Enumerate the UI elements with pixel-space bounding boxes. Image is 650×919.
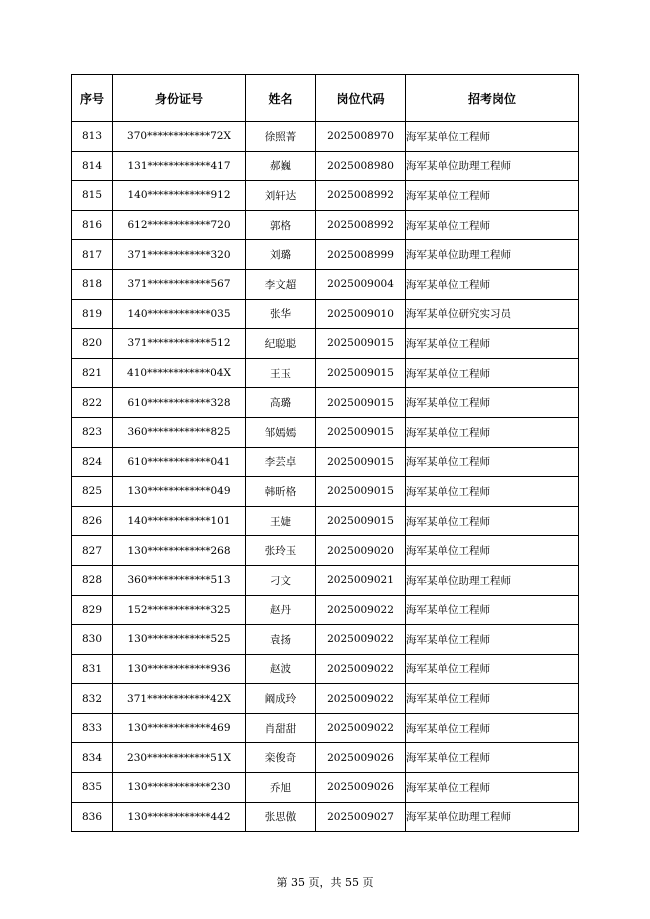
cell-position-code: 2025008992 xyxy=(316,181,406,211)
table-row xyxy=(72,388,579,418)
cell-id-number: 371************320 xyxy=(113,240,246,270)
cell-seq: 833 xyxy=(72,713,113,743)
cell-id-number: 130************469 xyxy=(113,713,246,743)
cell-position-code: 2025009015 xyxy=(316,329,406,359)
cell-position: 海军某单位工程师 xyxy=(406,477,579,507)
cell-id-number: 370************72X xyxy=(113,122,246,152)
cell-name: 王婕 xyxy=(246,506,316,536)
cell-id-number: 130************268 xyxy=(113,536,246,566)
cell-seq: 818 xyxy=(72,269,113,299)
table-row xyxy=(72,299,579,329)
cell-seq: 814 xyxy=(72,151,113,181)
cell-position-code: 2025008999 xyxy=(316,240,406,270)
header-name: 姓名 xyxy=(246,75,316,122)
cell-position-code: 2025009022 xyxy=(316,713,406,743)
table-row xyxy=(72,654,579,684)
cell-seq: 830 xyxy=(72,625,113,655)
cell-name: 徐照菁 xyxy=(246,122,316,152)
cell-position: 海军某单位工程师 xyxy=(406,743,579,773)
cell-id-number: 130************442 xyxy=(113,802,246,832)
table-row xyxy=(72,329,579,359)
cell-name: 邹嫣嫣 xyxy=(246,417,316,447)
cell-seq: 824 xyxy=(72,447,113,477)
header-position: 招考岗位 xyxy=(406,75,579,122)
cell-position: 海军某单位工程师 xyxy=(406,181,579,211)
cell-position-code: 2025009015 xyxy=(316,477,406,507)
table-row xyxy=(72,210,579,240)
cell-position: 海军某单位工程师 xyxy=(406,506,579,536)
cell-id-number: 371************512 xyxy=(113,329,246,359)
header-seq: 序号 xyxy=(72,75,113,122)
cell-seq: 831 xyxy=(72,654,113,684)
cell-name: 刘璐 xyxy=(246,240,316,270)
cell-name: 郝巍 xyxy=(246,151,316,181)
table-row xyxy=(72,743,579,773)
cell-id-number: 140************912 xyxy=(113,181,246,211)
cell-position: 海军某单位工程师 xyxy=(406,773,579,803)
cell-position: 海军某单位工程师 xyxy=(406,358,579,388)
cell-id-number: 230************51X xyxy=(113,743,246,773)
header-id-number: 身份证号 xyxy=(113,75,246,122)
cell-position-code: 2025009027 xyxy=(316,802,406,832)
table-row xyxy=(72,536,579,566)
cell-seq: 815 xyxy=(72,181,113,211)
header-row xyxy=(72,75,579,122)
cell-name: 张玲玉 xyxy=(246,536,316,566)
page-footer: 第 35 页，共 55 页 xyxy=(276,876,374,889)
cell-position: 海军某单位助理工程师 xyxy=(406,565,579,595)
cell-name: 张华 xyxy=(246,299,316,329)
cell-seq: 822 xyxy=(72,388,113,418)
cell-position: 海军某单位工程师 xyxy=(406,536,579,566)
cell-seq: 823 xyxy=(72,417,113,447)
cell-position: 海军某单位工程师 xyxy=(406,447,579,477)
cell-position: 海军某单位工程师 xyxy=(406,210,579,240)
cell-name: 高璐 xyxy=(246,388,316,418)
table-row xyxy=(72,151,579,181)
cell-position-code: 2025009022 xyxy=(316,654,406,684)
cell-position: 海军某单位工程师 xyxy=(406,122,579,152)
cell-name: 郭格 xyxy=(246,210,316,240)
table-row xyxy=(72,447,579,477)
cell-position-code: 2025009022 xyxy=(316,625,406,655)
cell-id-number: 360************825 xyxy=(113,417,246,447)
table-row xyxy=(72,269,579,299)
cell-id-number: 371************42X xyxy=(113,684,246,714)
cell-name: 李文超 xyxy=(246,269,316,299)
cell-id-number: 130************525 xyxy=(113,625,246,655)
cell-id-number: 130************049 xyxy=(113,477,246,507)
cell-name: 乔旭 xyxy=(246,773,316,803)
cell-id-number: 612************720 xyxy=(113,210,246,240)
cell-position-code: 2025009026 xyxy=(316,773,406,803)
cell-seq: 826 xyxy=(72,506,113,536)
cell-position-code: 2025009015 xyxy=(316,358,406,388)
cell-position-code: 2025009020 xyxy=(316,536,406,566)
table-row xyxy=(72,802,579,832)
cell-position: 海军某单位工程师 xyxy=(406,654,579,684)
cell-id-number: 410************04X xyxy=(113,358,246,388)
table-row xyxy=(72,181,579,211)
cell-position-code: 2025009004 xyxy=(316,269,406,299)
cell-position-code: 2025008992 xyxy=(316,210,406,240)
cell-position-code: 2025008980 xyxy=(316,151,406,181)
cell-position: 海军某单位工程师 xyxy=(406,269,579,299)
cell-id-number: 130************936 xyxy=(113,654,246,684)
cell-seq: 836 xyxy=(72,802,113,832)
table-row xyxy=(72,773,579,803)
cell-seq: 820 xyxy=(72,329,113,359)
cell-position-code: 2025009010 xyxy=(316,299,406,329)
cell-position: 海军某单位工程师 xyxy=(406,625,579,655)
cell-name: 赵丹 xyxy=(246,595,316,625)
cell-seq: 825 xyxy=(72,477,113,507)
cell-position: 海军某单位工程师 xyxy=(406,388,579,418)
cell-name: 肖甜甜 xyxy=(246,713,316,743)
table-row xyxy=(72,684,579,714)
cell-id-number: 152************325 xyxy=(113,595,246,625)
cell-position: 海军某单位研究实习员 xyxy=(406,299,579,329)
cell-id-number: 130************230 xyxy=(113,773,246,803)
cell-name: 刘轩达 xyxy=(246,181,316,211)
cell-seq: 828 xyxy=(72,565,113,595)
table-row xyxy=(72,506,579,536)
cell-name: 袁扬 xyxy=(246,625,316,655)
cell-name: 纪聪聪 xyxy=(246,329,316,359)
cell-position-code: 2025009015 xyxy=(316,447,406,477)
cell-position-code: 2025009015 xyxy=(316,417,406,447)
cell-position-code: 2025009015 xyxy=(316,388,406,418)
cell-name: 赵波 xyxy=(246,654,316,684)
table-row xyxy=(72,625,579,655)
cell-position: 海军某单位工程师 xyxy=(406,595,579,625)
roster-body xyxy=(72,122,579,832)
cell-seq: 829 xyxy=(72,595,113,625)
cell-position-code: 2025009022 xyxy=(316,595,406,625)
table-row xyxy=(72,477,579,507)
cell-name: 王玉 xyxy=(246,358,316,388)
roster-table xyxy=(71,74,579,832)
table-row xyxy=(72,240,579,270)
cell-position-code: 2025009015 xyxy=(316,506,406,536)
cell-id-number: 140************035 xyxy=(113,299,246,329)
cell-position: 海军某单位助理工程师 xyxy=(406,240,579,270)
cell-id-number: 610************041 xyxy=(113,447,246,477)
cell-id-number: 131************417 xyxy=(113,151,246,181)
cell-seq: 817 xyxy=(72,240,113,270)
cell-position: 海军某单位助理工程师 xyxy=(406,802,579,832)
table-row xyxy=(72,713,579,743)
table-row xyxy=(72,358,579,388)
cell-position: 海军某单位助理工程师 xyxy=(406,151,579,181)
cell-position: 海军某单位工程师 xyxy=(406,713,579,743)
table-row xyxy=(72,565,579,595)
cell-name: 李芸卓 xyxy=(246,447,316,477)
cell-name: 刁文 xyxy=(246,565,316,595)
cell-name: 栾俊奇 xyxy=(246,743,316,773)
header-position-code: 岗位代码 xyxy=(316,75,406,122)
cell-position-code: 2025009022 xyxy=(316,684,406,714)
cell-id-number: 360************513 xyxy=(113,565,246,595)
cell-position: 海军某单位工程师 xyxy=(406,329,579,359)
cell-position-code: 2025009021 xyxy=(316,565,406,595)
cell-name: 张思傲 xyxy=(246,802,316,832)
cell-position-code: 2025009026 xyxy=(316,743,406,773)
cell-seq: 821 xyxy=(72,358,113,388)
table-row xyxy=(72,595,579,625)
cell-position: 海军某单位工程师 xyxy=(406,417,579,447)
cell-seq: 832 xyxy=(72,684,113,714)
cell-seq: 827 xyxy=(72,536,113,566)
cell-name: 阚成玲 xyxy=(246,684,316,714)
cell-seq: 835 xyxy=(72,773,113,803)
cell-name: 韩昕格 xyxy=(246,477,316,507)
cell-id-number: 371************567 xyxy=(113,269,246,299)
cell-seq: 813 xyxy=(72,122,113,152)
cell-seq: 834 xyxy=(72,743,113,773)
table-row xyxy=(72,417,579,447)
cell-id-number: 140************101 xyxy=(113,506,246,536)
cell-seq: 819 xyxy=(72,299,113,329)
cell-id-number: 610************328 xyxy=(113,388,246,418)
cell-seq: 816 xyxy=(72,210,113,240)
table-row xyxy=(72,122,579,152)
cell-position-code: 2025008970 xyxy=(316,122,406,152)
cell-position: 海军某单位工程师 xyxy=(406,684,579,714)
